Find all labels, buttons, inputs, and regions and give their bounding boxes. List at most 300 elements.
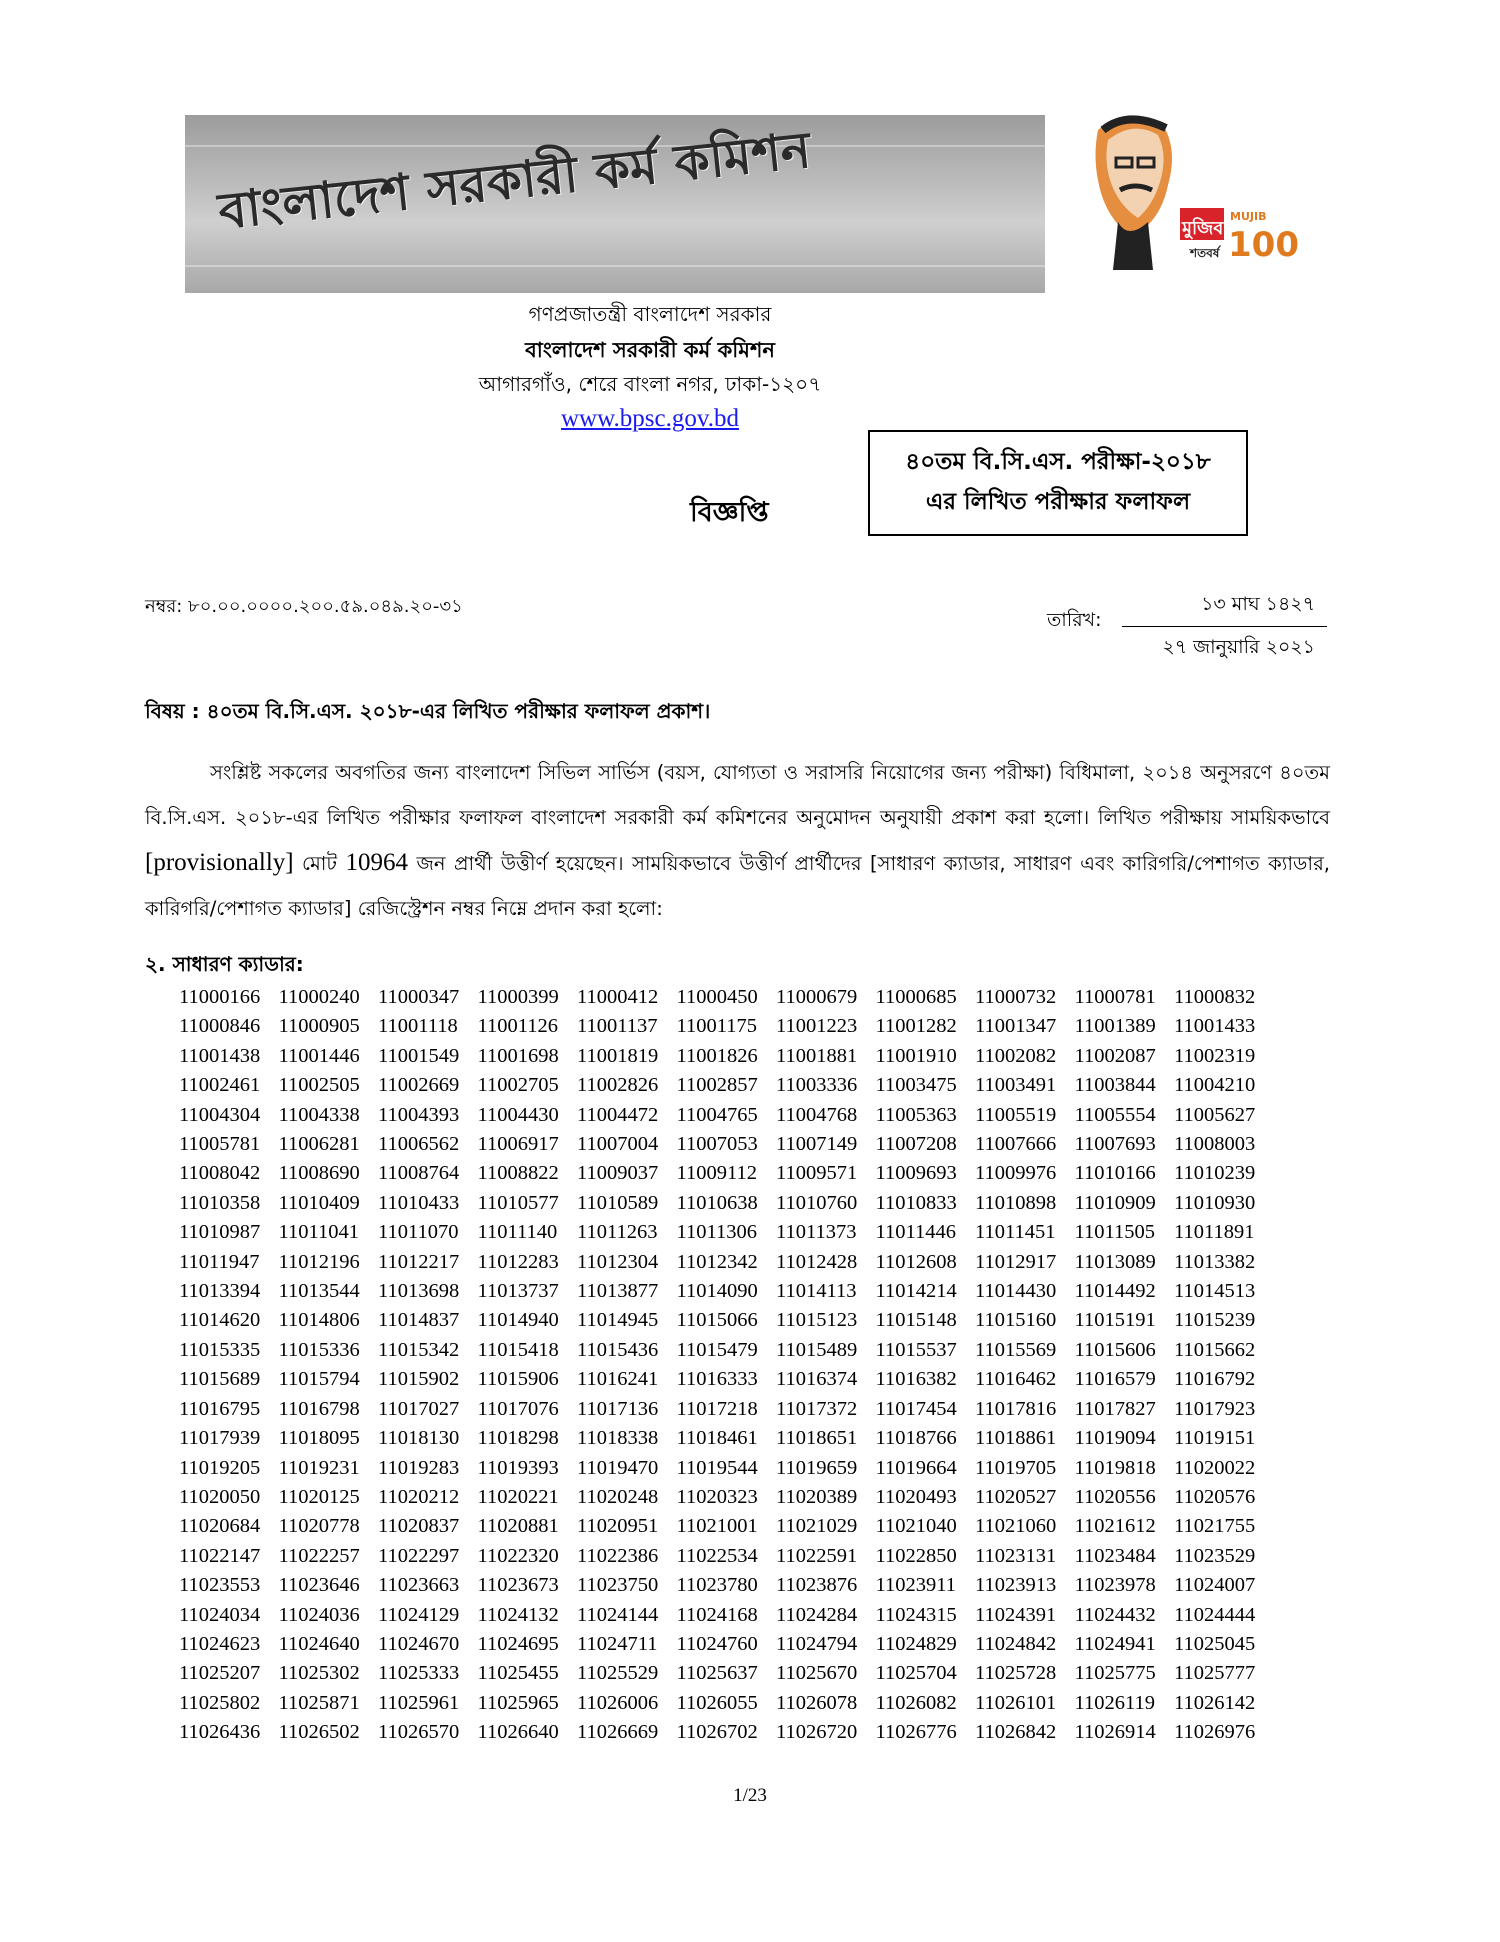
roll-number: 11013544 xyxy=(278,1280,360,1303)
roll-number: 11024391 xyxy=(975,1603,1057,1626)
roll-number: 11003491 xyxy=(975,1074,1057,1097)
roll-number: 11012283 xyxy=(477,1250,559,1273)
roll-number: 11019470 xyxy=(577,1456,659,1479)
roll-number: 11020050 xyxy=(179,1485,261,1508)
roll-number: 11020022 xyxy=(1174,1456,1256,1479)
roll-number: 11000240 xyxy=(278,986,360,1008)
roll-number: 11025961 xyxy=(378,1691,460,1714)
roll-number: 11026078 xyxy=(776,1691,858,1714)
paragraph-part1: সংশ্লিষ্ট সকলের অবগতির জন্য বাংলাদেশ সিভিল সার্ভিস (বয়স, যোগ্যতা ও সরাসরি নিয়োগের জন্য পরীক্ষা) বিধিমালা, ২০১৪ অনুসরণে ৪০তম বি.সি.এস. ২০১৮-এর লিখিত পরীক্ষার ফলাফল বাংলাদেশ সরকারী কর্ম কমিশনের অনুমোদন অনুযায়ী প্রকাশ করা হলো। লিখিত পরীক্ষায় সাময়িকভাবে xyxy=(145,761,1330,829)
roll-number: 11012196 xyxy=(278,1250,360,1273)
roll-number: 11010239 xyxy=(1174,1162,1256,1185)
roll-number: 11026082 xyxy=(875,1691,957,1714)
roll-number: 11004338 xyxy=(278,1103,360,1126)
roll-number: 11025637 xyxy=(676,1662,758,1685)
roll-number: 11016792 xyxy=(1174,1368,1256,1391)
roll-number: 11016333 xyxy=(676,1368,758,1391)
roll-number: 11026842 xyxy=(975,1721,1057,1744)
result-box-line1: ৪০তম বি.সি.এস. পরীক্ষা-২০১৮ xyxy=(905,449,1211,475)
roll-number: 11021040 xyxy=(875,1515,957,1538)
roll-number: 11017816 xyxy=(975,1397,1057,1420)
roll-number: 11020684 xyxy=(179,1515,261,1538)
roll-number: 11024640 xyxy=(278,1632,360,1655)
roll-number: 11024623 xyxy=(179,1632,261,1655)
roll-number: 11019393 xyxy=(477,1456,559,1479)
roll-number: 11000732 xyxy=(975,986,1057,1008)
roll-number: 11012608 xyxy=(875,1250,957,1273)
roll-number: 11010577 xyxy=(477,1191,559,1214)
roll-number: 11001910 xyxy=(875,1044,957,1067)
roll-number: 11026570 xyxy=(378,1721,460,1744)
roll-number: 11002087 xyxy=(1074,1044,1156,1067)
roll-number: 11001126 xyxy=(477,1015,558,1038)
roll-number: 11016798 xyxy=(278,1397,360,1420)
roll-number: 11024941 xyxy=(1074,1632,1156,1655)
roll-number: 11014090 xyxy=(676,1280,758,1303)
roll-number: 11024144 xyxy=(577,1603,659,1626)
roll-number: 11023750 xyxy=(577,1574,659,1597)
roll-number: 11014113 xyxy=(776,1280,857,1303)
roll-number: 11026119 xyxy=(1074,1691,1155,1714)
roll-number: 11024036 xyxy=(278,1603,360,1626)
roll-number: 11003475 xyxy=(875,1074,957,1097)
roll-number: 11014945 xyxy=(577,1309,659,1332)
roll-number: 11026436 xyxy=(179,1721,261,1744)
roll-number: 11020527 xyxy=(975,1485,1057,1508)
roll-number: 11014806 xyxy=(278,1309,360,1332)
roll-number: 11025529 xyxy=(577,1662,659,1685)
roll-number: 11000846 xyxy=(179,1015,261,1038)
roll-number: 11005627 xyxy=(1174,1103,1256,1126)
roll-number: 11022386 xyxy=(577,1544,659,1567)
roll-number: 11021755 xyxy=(1174,1515,1256,1538)
roll-number: 11008690 xyxy=(278,1162,360,1185)
government-name: গণপ্রজাতন্ত্রী বাংলাদেশ সরকার xyxy=(528,302,772,326)
roll-number: 11013089 xyxy=(1074,1250,1156,1273)
logo-english-text: MUJIB xyxy=(1230,210,1267,223)
roll-number: 11022297 xyxy=(378,1544,460,1567)
roll-number: 11019659 xyxy=(776,1456,858,1479)
result-title-box xyxy=(868,430,1248,536)
roll-number: 11013394 xyxy=(179,1280,261,1303)
roll-number: 11007004 xyxy=(577,1133,659,1156)
roll-number: 11002669 xyxy=(378,1074,460,1097)
roll-number: 11000166 xyxy=(179,986,261,1008)
roll-number: 11020125 xyxy=(278,1485,360,1508)
roll-number: 11016579 xyxy=(1074,1368,1156,1391)
roll-number: 11017372 xyxy=(776,1397,858,1420)
memo-number: নম্বর: ৮০.০০.০০০০.২০০.৫৯.০৪৯.২০-৩১ xyxy=(145,596,463,617)
roll-number: 11001118 xyxy=(378,1015,458,1038)
roll-number: 11024842 xyxy=(975,1632,1057,1655)
roll-number: 11020576 xyxy=(1174,1485,1256,1508)
roll-number: 11010930 xyxy=(1174,1191,1256,1214)
roll-number: 11013737 xyxy=(477,1280,559,1303)
roll-number: 11020248 xyxy=(577,1485,659,1508)
roll-number: 11023911 xyxy=(875,1574,956,1597)
roll-number: 11017136 xyxy=(577,1397,659,1420)
roll-number: 11001282 xyxy=(875,1015,957,1038)
roll-number: 11021612 xyxy=(1074,1515,1156,1538)
logo-number-text: 100 xyxy=(1228,225,1299,265)
roll-number: 11024034 xyxy=(179,1603,261,1626)
roll-number: 11016462 xyxy=(975,1368,1057,1391)
roll-number: 11015794 xyxy=(278,1368,360,1391)
roll-number: 11010898 xyxy=(975,1191,1057,1214)
roll-number: 11022257 xyxy=(278,1544,360,1567)
roll-number: 11001175 xyxy=(676,1015,757,1038)
roll-number: 11001223 xyxy=(776,1015,858,1038)
roll-number: 11001389 xyxy=(1074,1015,1156,1038)
roll-number: 11022534 xyxy=(676,1544,758,1567)
roll-number: 11021029 xyxy=(776,1515,858,1538)
roll-number: 11010433 xyxy=(378,1191,460,1214)
roll-number: 11024670 xyxy=(378,1632,460,1655)
roll-number: 11000399 xyxy=(477,986,559,1008)
roll-number: 11026142 xyxy=(1174,1691,1256,1714)
roll-number: 11024284 xyxy=(776,1603,858,1626)
roll-number: 11023131 xyxy=(975,1544,1057,1567)
roll-number: 11001549 xyxy=(378,1044,460,1067)
roll-number: 11015662 xyxy=(1174,1338,1256,1361)
roll-number: 11026006 xyxy=(577,1691,659,1714)
roll-number: 11000832 xyxy=(1174,986,1256,1008)
roll-number: 11002705 xyxy=(477,1074,559,1097)
roll-number: 11011263 xyxy=(577,1221,658,1244)
subject-line: বিষয় : ৪০তম বি.সি.এস. ২০১৮-এর লিখিত পরীক্ষার ফলাফল প্রকাশ। xyxy=(145,699,711,723)
paragraph-part2: মোট xyxy=(293,852,346,875)
roll-number: 11010987 xyxy=(179,1221,261,1244)
roll-number: 11009037 xyxy=(577,1162,659,1185)
roll-number: 11020323 xyxy=(676,1485,758,1508)
roll-number: 11025777 xyxy=(1174,1662,1256,1685)
roll-number: 11011446 xyxy=(875,1221,956,1244)
roll-number: 11015569 xyxy=(975,1338,1057,1361)
roll-number: 11002505 xyxy=(278,1074,360,1097)
roll-number: 11020556 xyxy=(1074,1485,1156,1508)
roll-number: 11023646 xyxy=(278,1574,360,1597)
roll-number: 11025704 xyxy=(875,1662,957,1685)
roll-number: 11011041 xyxy=(278,1221,359,1244)
roll-number: 11015537 xyxy=(875,1338,957,1361)
roll-number: 11001826 xyxy=(676,1044,758,1067)
date-gregorian: ২৭ জানুয়ারি ২০২১ xyxy=(1162,636,1315,658)
roll-number: 11008042 xyxy=(179,1162,261,1185)
roll-number: 11010358 xyxy=(179,1191,261,1214)
roll-number: 11015902 xyxy=(378,1368,460,1391)
roll-number: 11021001 xyxy=(676,1515,758,1538)
roll-number: 11004304 xyxy=(179,1103,261,1126)
roll-number: 11012917 xyxy=(975,1250,1057,1273)
roll-number: 11024129 xyxy=(378,1603,460,1626)
roll-number: 11012342 xyxy=(676,1250,758,1273)
roll-number: 11025455 xyxy=(477,1662,559,1685)
roll-number: 11007693 xyxy=(1074,1133,1156,1156)
roll-number: 11002857 xyxy=(676,1074,758,1097)
roll-number: 11015335 xyxy=(179,1338,261,1361)
roll-number: 11011306 xyxy=(676,1221,757,1244)
roll-number: 11007053 xyxy=(676,1133,758,1156)
roll-number: 11010166 xyxy=(1074,1162,1156,1185)
roll-number: 11017454 xyxy=(875,1397,957,1420)
roll-number: 11010638 xyxy=(676,1191,758,1214)
roll-number: 11017939 xyxy=(179,1427,261,1450)
roll-number: 11004472 xyxy=(577,1103,659,1126)
roll-number: 11014620 xyxy=(179,1309,261,1332)
roll-number: 11015418 xyxy=(477,1338,559,1361)
roll-number: 11024007 xyxy=(1174,1574,1256,1597)
roll-number: 11024794 xyxy=(776,1632,858,1655)
date-bangla: ১৩ মাঘ ১৪২৭ xyxy=(1122,590,1327,627)
roll-number: 11009571 xyxy=(776,1162,858,1185)
roll-number: 11013382 xyxy=(1174,1250,1256,1273)
roll-number: 11008822 xyxy=(477,1162,559,1185)
roll-number: 11005519 xyxy=(975,1103,1057,1126)
roll-number: 11013877 xyxy=(577,1280,659,1303)
roll-number: 11004210 xyxy=(1174,1074,1256,1097)
roll-number: 11026101 xyxy=(975,1691,1057,1714)
result-box-line2: এর লিখিত পরীক্ষার ফলাফল xyxy=(925,489,1191,515)
roll-number: 11025302 xyxy=(278,1662,360,1685)
roll-number: 11015906 xyxy=(477,1368,559,1391)
section-heading: ২. সাধারণ ক্যাডার: xyxy=(145,952,304,976)
roll-number: 11015066 xyxy=(676,1309,758,1332)
bpsc-building-banner xyxy=(185,115,1045,293)
roll-number: 11018130 xyxy=(378,1427,460,1450)
roll-number: 11012428 xyxy=(776,1250,858,1273)
roll-number: 11006562 xyxy=(378,1133,460,1156)
roll-number: 11015342 xyxy=(378,1338,460,1361)
roll-number: 11004430 xyxy=(477,1103,559,1126)
roll-number: 11023780 xyxy=(676,1574,758,1597)
roll-number: 11026720 xyxy=(776,1721,858,1744)
roll-number: 11019544 xyxy=(676,1456,758,1479)
roll-number: 11022147 xyxy=(179,1544,261,1567)
roll-number: 11011947 xyxy=(179,1250,260,1273)
roll-number: 11002461 xyxy=(179,1074,261,1097)
roll-number: 11013698 xyxy=(378,1280,460,1303)
roll-number: 11019818 xyxy=(1074,1456,1156,1479)
roll-number: 11017218 xyxy=(676,1397,758,1420)
roll-number: 11006917 xyxy=(477,1133,559,1156)
roll-number: 11016241 xyxy=(577,1368,659,1391)
roll-number: 11019231 xyxy=(278,1456,360,1479)
roll-number: 11009693 xyxy=(875,1162,957,1185)
roll-number: 11010589 xyxy=(577,1191,659,1214)
roll-number: 11026914 xyxy=(1074,1721,1156,1744)
roll-number: 11014492 xyxy=(1074,1280,1156,1303)
roll-number: 11024444 xyxy=(1174,1603,1256,1626)
roll-number: 11002826 xyxy=(577,1074,659,1097)
roll-number: 11001698 xyxy=(477,1044,559,1067)
roll-number: 11011891 xyxy=(1174,1221,1255,1244)
roll-number: 11015689 xyxy=(179,1368,261,1391)
date-label: তারিখ: xyxy=(1047,609,1102,631)
roll-number: 11026776 xyxy=(875,1721,957,1744)
roll-number: 11007666 xyxy=(975,1133,1057,1156)
roll-number: 11005554 xyxy=(1074,1103,1156,1126)
roll-number: 11007149 xyxy=(776,1133,858,1156)
roll-number: 11001347 xyxy=(975,1015,1057,1038)
roll-number: 11020881 xyxy=(477,1515,559,1538)
paragraph-provisionally: [provisionally] xyxy=(145,849,294,876)
roll-number: 11015148 xyxy=(875,1309,957,1332)
roll-number: 11019151 xyxy=(1174,1427,1256,1450)
roll-number: 11005363 xyxy=(875,1103,957,1126)
roll-number: 11024829 xyxy=(875,1632,957,1655)
roll-number: 11015479 xyxy=(676,1338,758,1361)
roll-number: 11003844 xyxy=(1074,1074,1156,1097)
mujib-centenary-logo xyxy=(1068,110,1299,270)
roll-number: 11022591 xyxy=(776,1544,858,1567)
roll-number: 11003336 xyxy=(776,1074,858,1097)
roll-number: 11005781 xyxy=(179,1133,261,1156)
roll-number: 11022320 xyxy=(477,1544,559,1567)
roll-number: 11000347 xyxy=(378,986,460,1008)
roll-number: 11023913 xyxy=(975,1574,1057,1597)
roll-number: 11023673 xyxy=(477,1574,559,1597)
roll-number: 11009976 xyxy=(975,1162,1057,1185)
roll-number: 11016382 xyxy=(875,1368,957,1391)
website-link[interactable]: www.bpsc.gov.bd xyxy=(561,405,739,432)
roll-number: 11015191 xyxy=(1074,1309,1156,1332)
roll-number: 11019664 xyxy=(875,1456,957,1479)
roll-number: 11002082 xyxy=(975,1044,1057,1067)
roll-number: 11017076 xyxy=(477,1397,559,1420)
organization-name: বাংলাদেশ সরকারী কর্ম কমিশন xyxy=(525,338,775,362)
page-number: 1/23 xyxy=(733,1785,767,1806)
roll-number: 11008003 xyxy=(1174,1133,1256,1156)
roll-number: 11020493 xyxy=(875,1485,957,1508)
roll-number: 11020212 xyxy=(378,1485,460,1508)
roll-number: 11010409 xyxy=(278,1191,360,1214)
roll-number: 11024315 xyxy=(875,1603,957,1626)
roll-number: 11024711 xyxy=(577,1632,658,1655)
roll-number: 11011140 xyxy=(477,1221,558,1244)
roll-number: 11014837 xyxy=(378,1309,460,1332)
roll-number: 11025333 xyxy=(378,1662,460,1685)
roll-number: 11010909 xyxy=(1074,1191,1156,1214)
roll-number: 11000450 xyxy=(676,986,758,1008)
roll-number: 11020221 xyxy=(477,1485,559,1508)
roll-number: 11000905 xyxy=(278,1015,360,1038)
roll-number: 11025965 xyxy=(477,1691,559,1714)
roll-number: 11024168 xyxy=(676,1603,758,1626)
roll-number: 11006281 xyxy=(278,1133,360,1156)
roll-number: 11024760 xyxy=(676,1632,758,1655)
roll-number: 11002319 xyxy=(1174,1044,1256,1067)
roll-number: 11015336 xyxy=(278,1338,360,1361)
roll-number: 11023553 xyxy=(179,1574,261,1597)
roll-number: 11015123 xyxy=(776,1309,858,1332)
paragraph-part3: জন প্রার্থী উত্তীর্ণ হয়েছেন। সাময়িকভাবে উত্তীর্ণ প্রার্থীদের [সাধারণ ক্যাডার, সাধারণ এবং কারিগরি/পেশাগত ক্যাডার, কারিগরি/পেশাগত ক্যাডার] রেজিস্ট্রেশন নম্বর নিম্নে প্রদান করা হলো: xyxy=(145,852,1330,920)
roll-number: 11023876 xyxy=(776,1574,858,1597)
logo-bengali-text: মুজিব xyxy=(1182,218,1224,239)
roll-number: 11019205 xyxy=(179,1456,261,1479)
roll-number: 11016795 xyxy=(179,1397,261,1420)
roll-number: 11000679 xyxy=(776,986,858,1008)
roll-number: 11024695 xyxy=(477,1632,559,1655)
roll-number: 11023529 xyxy=(1174,1544,1256,1567)
roll-number: 11001433 xyxy=(1174,1015,1256,1038)
roll-number: 11001438 xyxy=(179,1044,261,1067)
roll-number: 11011373 xyxy=(776,1221,857,1244)
roll-number: 11007208 xyxy=(875,1133,957,1156)
date-block xyxy=(1122,590,1327,665)
roll-number: 11001137 xyxy=(577,1015,658,1038)
roll-number: 11001881 xyxy=(776,1044,858,1067)
roll-number: 11014940 xyxy=(477,1309,559,1332)
roll-number: 11010833 xyxy=(875,1191,957,1214)
roll-number: 11025207 xyxy=(179,1662,261,1685)
roll-number: 11015160 xyxy=(975,1309,1057,1332)
roll-number: 11020837 xyxy=(378,1515,460,1538)
roll-number: 11019094 xyxy=(1074,1427,1156,1450)
roll-number: 11026502 xyxy=(278,1721,360,1744)
roll-number: 11018461 xyxy=(676,1427,758,1450)
roll-number: 11004393 xyxy=(378,1103,460,1126)
roll-number: 11001819 xyxy=(577,1044,659,1067)
roll-number: 11018298 xyxy=(477,1427,559,1450)
roll-number: 11026640 xyxy=(477,1721,559,1744)
roll-number: 11000412 xyxy=(577,986,659,1008)
roll-number: 11019283 xyxy=(378,1456,460,1479)
roll-number: 11001446 xyxy=(278,1044,360,1067)
roll-number: 11011451 xyxy=(975,1221,1056,1244)
roll-number: 11018651 xyxy=(776,1427,858,1450)
roll-number: 11025045 xyxy=(1174,1632,1256,1655)
roll-number: 11020951 xyxy=(577,1515,659,1538)
roll-number: 11025802 xyxy=(179,1691,261,1714)
roll-number: 11000781 xyxy=(1074,986,1156,1008)
roll-number: 11009112 xyxy=(676,1162,757,1185)
roll-number: 11012304 xyxy=(577,1250,659,1273)
roll-number: 11019705 xyxy=(975,1456,1057,1479)
roll-number: 11018861 xyxy=(975,1427,1057,1450)
roll-number: 11008764 xyxy=(378,1162,460,1185)
roll-number: 11015489 xyxy=(776,1338,858,1361)
roll-number: 11026976 xyxy=(1174,1721,1256,1744)
roll-number: 11026669 xyxy=(577,1721,659,1744)
roll-number: 11025670 xyxy=(776,1662,858,1685)
roll-number: 11004768 xyxy=(776,1103,858,1126)
roll-number: 11015606 xyxy=(1074,1338,1156,1361)
roll-number: 11018338 xyxy=(577,1427,659,1450)
roll-number: 11011505 xyxy=(1074,1221,1155,1244)
candidate-count: 10964 xyxy=(345,849,408,876)
roll-number: 11025871 xyxy=(278,1691,360,1714)
organization-address: আগারগাঁও, শেরে বাংলা নগর, ঢাকা-১২০৭ xyxy=(478,372,822,396)
roll-number: 11004765 xyxy=(676,1103,758,1126)
body-paragraph xyxy=(145,750,1330,931)
roll-number: 11014214 xyxy=(875,1280,957,1303)
roll-number: 11025775 xyxy=(1074,1662,1156,1685)
roll-number: 11012217 xyxy=(378,1250,460,1273)
roll-number: 11010760 xyxy=(776,1191,858,1214)
roll-number: 11020778 xyxy=(278,1515,360,1538)
roll-number: 11024432 xyxy=(1074,1603,1156,1626)
roll-number: 11015239 xyxy=(1174,1309,1256,1332)
roll-number: 11011070 xyxy=(378,1221,459,1244)
roll-number: 11022850 xyxy=(875,1544,957,1567)
notice-title: বিজ্ঞপ্তি xyxy=(690,497,769,528)
roll-number: 11000685 xyxy=(875,986,957,1008)
roll-number: 11024132 xyxy=(477,1603,559,1626)
roll-number: 11017027 xyxy=(378,1397,460,1420)
roll-number: 11016374 xyxy=(776,1368,858,1391)
roll-number: 11026055 xyxy=(676,1691,758,1714)
roll-number: 11020389 xyxy=(776,1485,858,1508)
